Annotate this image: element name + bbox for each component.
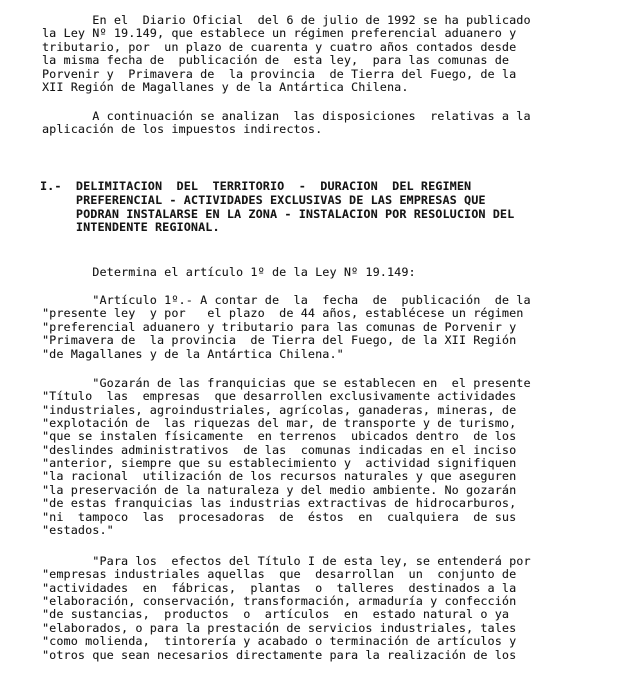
quote-titulo-1-line: "elaborados, o para la prestación de servicios industriales, tales	[42, 621, 517, 635]
quote-franquicias-line: "estados."	[42, 523, 114, 537]
analysis-paragraph-line: A continuación se analizan las disposiciones relativas a la	[42, 109, 531, 123]
intro-paragraph-line: tributario, por un plazo de cuarenta y cuatro años contados desde	[42, 40, 517, 54]
quote-titulo-1-line: "empresas industriales aquellas que desarrollan un conjunto de	[42, 567, 517, 581]
quote-titulo-1-line: "otros que sean necesarios directamente para la realización de los	[42, 648, 517, 662]
quote-article-1-line: "preferencial aduanero y tributario para las comunas de Porvenir y	[42, 320, 517, 334]
quote-franquicias-line: "explotación de las riquezas del mar, de transporte y de turismo,	[42, 416, 517, 430]
quote-titulo-1-line: "Para los efectos del Título I de esta ley, se entenderá por	[42, 554, 531, 568]
intro-paragraph-line: Porvenir y Primavera de la provincia de Tierra del Fuego, de la	[42, 67, 517, 81]
quote-franquicias-line: "deslindes administrativos de las comunas indicadas en el inciso	[42, 443, 517, 457]
quote-titulo-1-line: "de sustancias, productos o artículos en estado natural o ya	[42, 607, 510, 621]
quote-franquicias-line: "industriales, agroindustriales, agrícolas, ganaderas, mineras, de	[42, 403, 517, 417]
section-heading-line: I.- DELIMITACION DEL TERRITORIO - DURACION DEL REGIMEN	[40, 179, 472, 193]
intro-paragraph-line: En el Diario Oficial del 6 de julio de 1992 se ha publicado	[42, 13, 531, 27]
quote-titulo-1-line: "actividades en fábricas, plantas o talleres destinados a la	[42, 581, 517, 595]
intro-paragraph-line: la Ley Nº 19.149, que establece un régimen preferencial aduanero y	[42, 26, 517, 40]
article-intro-line: Determina el artículo 1º de la Ley Nº 19.149:	[42, 265, 416, 279]
quote-article-1-line: "presente ley y por el plazo de 44 años, establécese un régimen	[42, 306, 524, 320]
quote-franquicias-line: "que se instalen físicamente en terrenos ubicados dentro de los	[42, 429, 517, 443]
quote-franquicias-line: "ni tampoco las procesadoras de éstos en cualquiera de sus	[42, 510, 517, 524]
section-heading-line: INTENDENTE REGIONAL.	[40, 220, 220, 234]
quote-article-1-line: "Artículo 1º.- A contar de la fecha de publicación de la	[42, 293, 531, 307]
quote-article-1-line: "Primavera de la provincia de Tierra del Fuego, de la XII Región	[42, 333, 517, 347]
quote-franquicias-line: "anterior, siempre que su establecimiento y actividad signifiquen	[42, 456, 517, 470]
quote-article-1-line: "de Magallanes y de la Antártica Chilena."	[42, 347, 344, 361]
quote-titulo-1-line: "elaboración, conservación, transformación, armaduría y confección	[42, 594, 517, 608]
quote-franquicias-line: "la racional utilización de los recursos naturales y que aseguren	[42, 469, 517, 483]
quote-franquicias-line: "Título las empresas que desarrollen exclusivamente actividades	[42, 389, 517, 403]
section-heading-line: PREFERENCIAL - ACTIVIDADES EXCLUSIVAS DE LAS EMPRESAS QUE	[40, 193, 486, 207]
quote-franquicias-line: "la preservación de la naturaleza y del medio ambiente. No gozarán	[42, 483, 517, 497]
section-heading-line: PODRAN INSTALARSE EN LA ZONA - INSTALACION POR RESOLUCION DEL	[40, 207, 515, 221]
quote-franquicias-line: "Gozarán de las franquicias que se establecen en el presente	[42, 376, 531, 390]
quote-franquicias-line: "de estas franquicias las industrias extractivas de hidrocarburos,	[42, 496, 517, 510]
intro-paragraph-line: XII Región de Magallanes y de la Antártica Chilena.	[42, 80, 409, 94]
analysis-paragraph-line: aplicación de los impuestos indirectos.	[42, 122, 323, 136]
intro-paragraph-line: la misma fecha de publicación de esta ley, para las comunas de	[42, 53, 510, 67]
quote-titulo-1-line: "como molienda, tintorería y acabado o terminación de artículos y	[42, 634, 517, 648]
